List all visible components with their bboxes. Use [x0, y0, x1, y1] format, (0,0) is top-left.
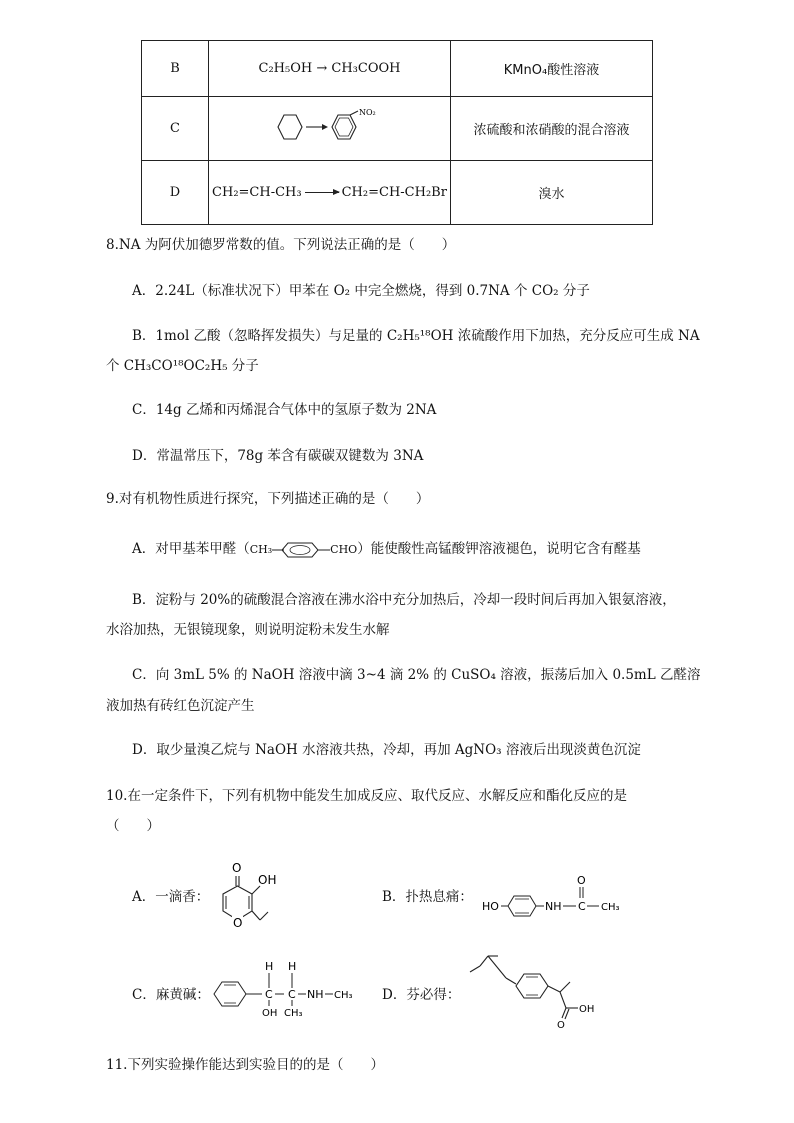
carbonyl-o-label: O [577, 874, 586, 887]
product: CH₂=CH-CH₂Br [341, 185, 447, 200]
q9-stem: 9.对有机物性质进行探究，下列描述正确的是（ ） [106, 491, 430, 507]
q9-a-pre: A．对甲基苯甲醛（ [132, 541, 250, 557]
cho-group: CHO [330, 543, 358, 556]
ring-o-label: O [233, 916, 243, 930]
reaction-cell [209, 97, 451, 161]
q9-option-b-line2: 水浴加热，无银镜现象，则说明淀粉未发生水解 [106, 622, 390, 638]
ch3-label-b: CH₃ [284, 1008, 303, 1019]
reagent-cell: KMnO₄酸性溶液 [451, 41, 653, 97]
q11-stem: 11.下列实验操作能达到实验目的的是（ ） [106, 1057, 384, 1073]
row-label: D [142, 161, 209, 225]
benzene-ring-icon [272, 541, 330, 559]
q8-option-c: C．14g 乙烯和丙烯混合气体中的氢原子数为 2NA [132, 402, 437, 418]
table-row [142, 161, 653, 225]
ephedrine-structure [210, 958, 360, 1020]
reaction-cell: C₂H₅OH → CH₃COOH [209, 41, 451, 97]
oh-label: OH [579, 1004, 595, 1015]
q8-stem: 8.NA 为阿伏加德罗常数的值。下列说法正确的是（ ） [106, 237, 456, 253]
q10-option-d: D．芬必得： [382, 987, 461, 1003]
q10-stem-line2: （ ） [106, 818, 160, 834]
reactant: CH₂=CH-CH₃ [212, 185, 302, 200]
carbon-label: C [578, 900, 586, 913]
table-row [142, 41, 653, 97]
q9-a-post: ）能使酸性高锰酸钾溶液褪色，说明它含有醛基 [357, 541, 641, 557]
carbon-2: C [288, 988, 296, 1001]
q10-option-c: C．麻黄碱： [132, 987, 210, 1003]
reagent-cell: 溴水 [451, 161, 653, 225]
ho-label: HO [482, 900, 499, 913]
q8-option-b-line2: 个 CH₃CO¹⁸OC₂H₅ 分子 [106, 358, 259, 374]
row-label: B [142, 41, 209, 97]
nitro-label: NO₂ [358, 108, 376, 117]
nh-label: NH [307, 988, 324, 1001]
maltol-structure [208, 856, 288, 936]
table-row [142, 97, 653, 161]
q9-option-a [132, 540, 641, 559]
reagent-table [141, 40, 653, 225]
h-label-1: H [265, 960, 274, 973]
q8-option-d: D．常温常压下，78g 苯含有碳碳双键数为 3NA [132, 448, 424, 464]
reaction-cell [209, 161, 451, 225]
ibuprofen-structure [462, 952, 622, 1032]
q9-option-c-line2: 液加热有砖红色沉淀产生 [106, 698, 255, 714]
q10-stem-line1: 10.在一定条件下，下列有机物中能发生加成反应、取代反应、水解反应和酯化反应的是 [106, 788, 627, 804]
ch3-group: CH₃ [249, 543, 273, 556]
paracetamol-structure [482, 872, 632, 922]
q9-option-d: D．取少量溴乙烷与 NaOH 水溶液共热，冷却，再加 AgNO₃ 溶液后出现淡黄色沉淀 [132, 742, 641, 758]
q9-option-c-line1: C．向 3mL 5% 的 NaOH 溶液中滴 3~4 滴 2% 的 CuSO₄ 溶液，振荡后加入 0.5mL 乙醛溶 [132, 667, 701, 683]
nh-label: NH [545, 900, 562, 913]
q10-option-b: B．扑热息痛： [382, 889, 473, 905]
q8-option-b-line1: B．1mol 乙酸（忽略挥发损失）与足量的 C₂H₅¹⁸OH 浓硫酸作用下加热，充分反应可生成 NA [132, 328, 700, 344]
q10-option-a: A．一滴香： [132, 889, 210, 905]
benzene-nitration-diagram [270, 109, 390, 145]
q8-option-a: A．2.24L（标准状况下）甲苯在 O₂ 中完全燃烧，得到 0.7NA 个 CO₂ 分子 [132, 283, 590, 299]
carbonyl-o-label: O [232, 861, 242, 875]
q9-option-b-line1: B．淀粉与 20%的硫酸混合溶液在沸水浴中充分加热后，冷却一段时间后再加入银氨溶液， [132, 592, 676, 608]
hydroxyl-label: OH [258, 873, 277, 887]
carbonyl-o-label: O [557, 1020, 565, 1031]
reagent-cell: 浓硫酸和浓硝酸的混合溶液 [451, 97, 653, 161]
oh-label: OH [262, 1008, 278, 1019]
ch3-label: CH₃ [334, 990, 353, 1001]
row-label: C [142, 97, 209, 161]
ch3-label: CH₃ [601, 902, 620, 913]
arrow-icon [305, 192, 339, 193]
carbon-1: C [265, 988, 273, 1001]
h-label-2: H [288, 960, 297, 973]
